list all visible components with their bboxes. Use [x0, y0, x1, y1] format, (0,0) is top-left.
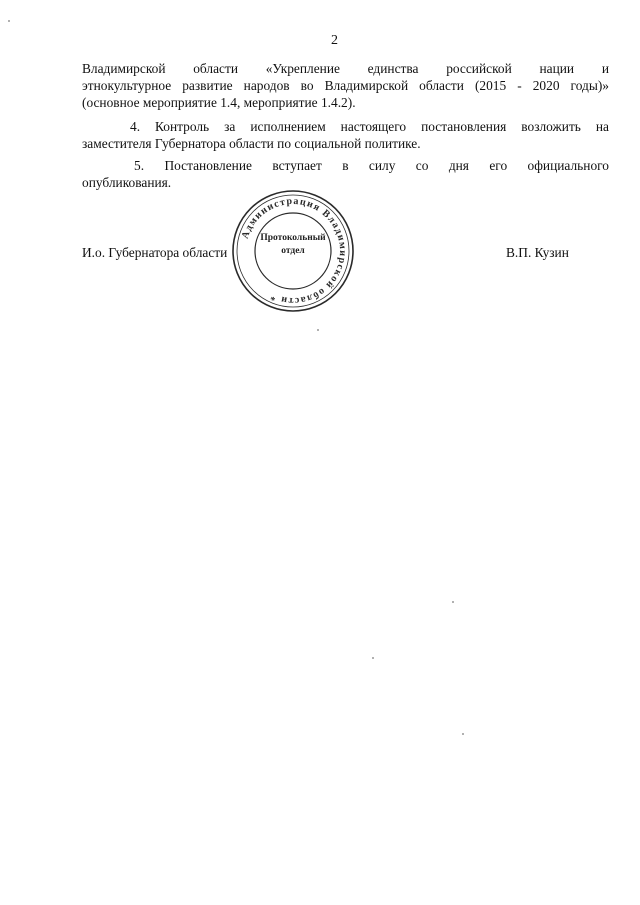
- paragraph-line: опубликования.: [82, 175, 172, 190]
- paragraph-line: 5. Постановление вступает в силу со дня его официального: [134, 158, 609, 173]
- scan-speck: [317, 329, 319, 331]
- official-stamp: [230, 188, 356, 314]
- page-number: 2: [331, 33, 338, 48]
- paragraph-line: 4. Контроль за исполнением настоящего постановления возложить на: [130, 119, 609, 134]
- stamp-ring-text: Администрация Владимирской области *: [239, 195, 349, 307]
- paragraph-line: заместителя Губернатора области по социальной политике.: [82, 136, 421, 151]
- paragraph-item-5: [82, 157, 609, 191]
- paragraph-line: Владимирской области «Укрепление единства российской нации и: [82, 61, 609, 76]
- scan-speck: [372, 657, 374, 659]
- scan-speck: [462, 733, 464, 735]
- scan-speck: [452, 601, 454, 603]
- paragraph-line: (основное мероприятие 1.4, мероприятие 1.4.2).: [82, 95, 356, 110]
- paragraph-line: этнокультурное развитие народов во Владимирской области (2015 - 2020 годы)»: [82, 78, 609, 93]
- scan-speck: [8, 20, 10, 22]
- paragraph-item-4: [82, 118, 609, 152]
- stamp-center-text: Протокольный отдел: [260, 233, 326, 256]
- paragraph-continuation: [82, 60, 609, 111]
- signatory-name: В.П. Кузин: [506, 245, 569, 260]
- signatory-title: И.о. Губернатора области: [82, 245, 228, 260]
